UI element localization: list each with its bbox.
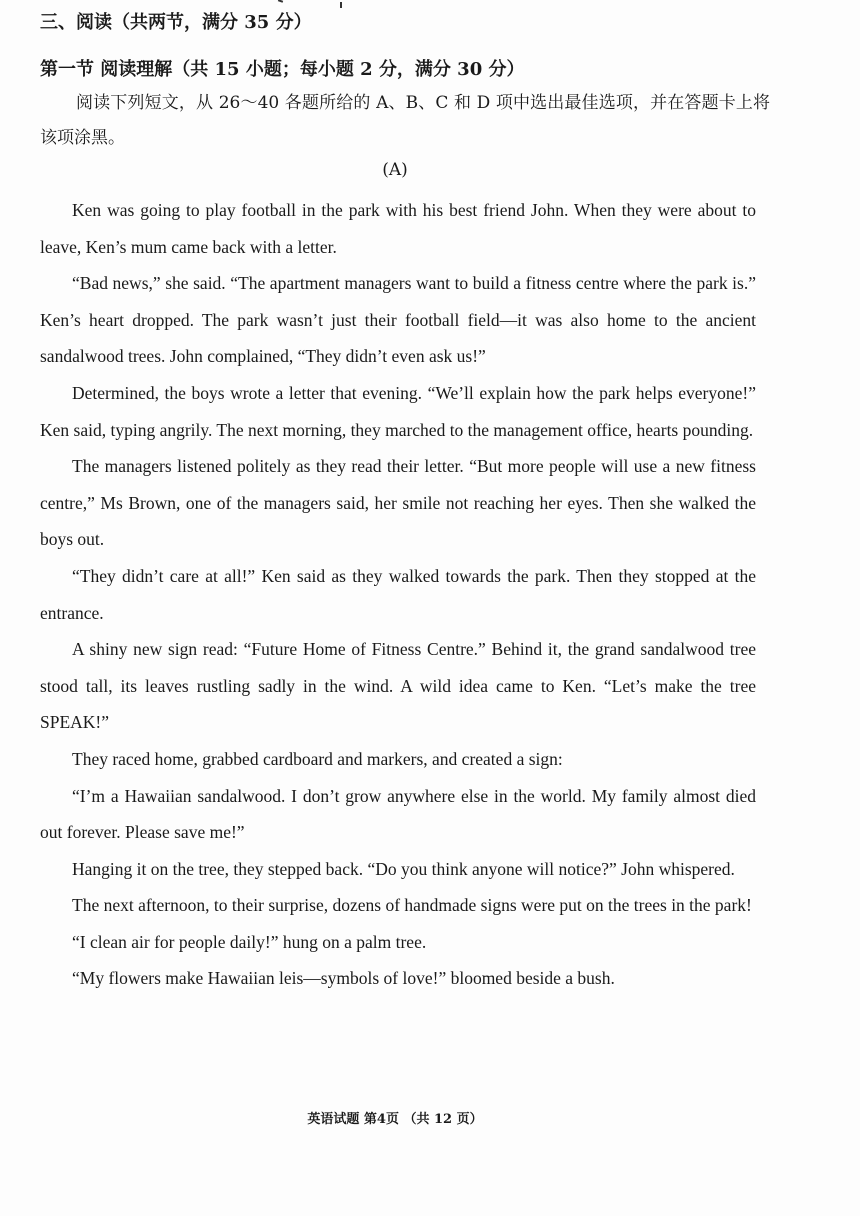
subsection-title: 第一节 阅读理解（共 15 小题；每小题 2 分，满分 30 分） bbox=[40, 59, 525, 80]
paragraph: A shiny new sign read: “Future Home of Fitness Centre.” Behind it, the grand sandalwood tree stood tall, its leaves rustling sadly in the wind. A wild idea came to Ken. “Let’s make the tree SPEAK!” bbox=[40, 639, 756, 733]
paragraph: Hanging it on the tree, they stepped back. “Do you think anyone will notice?” John whispered. bbox=[72, 858, 735, 879]
paragraph: The next afternoon, to their surprise, dozens of handmade signs were put on the trees in the park! bbox=[72, 895, 752, 916]
paragraph: “I clean air for people daily!” hung on a palm tree. bbox=[72, 931, 427, 952]
paragraph: “My flowers make Hawaiian leis—symbols of love!” bloomed beside a bush. bbox=[72, 968, 615, 989]
paragraph: Ken was going to play football in the park with his best friend John. When they were about to leave, Ken’s mum came back with a letter. bbox=[40, 200, 756, 257]
paragraph: “I’m a Hawaiian sandalwood. I don’t grow anywhere else in the world. My family almost died out forever. Please save me!” bbox=[40, 785, 756, 843]
paragraph: Determined, the boys wrote a letter that evening. “We’ll explain how the park helps everyone!” Ken said, typing angrily. The next morning, they marched to the management office, hearts pounding. bbox=[40, 382, 756, 440]
passage-body bbox=[40, 192, 756, 997]
paragraph: The managers listened politely as they read their letter. “But more people will use a new fitness centre,” Ms Brown, one of the managers said, her smile not reaching her eyes. Then she walked the boys out. bbox=[40, 456, 756, 550]
instruction-text: 阅读下列短文，从 26～40 各题所给的 A、B、C 和 D 项中选出最佳选项，并在答题卡上将该项涂黑。 bbox=[40, 93, 770, 148]
paragraph: “They didn’t care at all!” Ken said as they walked towards the park. Then they stopped at the entrance. bbox=[40, 565, 756, 623]
paragraph: They raced home, grabbed cardboard and markers, and created a sign: bbox=[72, 748, 563, 769]
passage-label: (A) bbox=[382, 160, 408, 180]
paragraph: “Bad news,” she said. “The apartment managers want to build a fitness centre where the park is.” Ken’s heart dropped. The park wasn’t just their football field—it was also home to the ancient sandalwood trees. John complained, “They didn’t even ask us!” bbox=[40, 273, 756, 367]
scan-mark bbox=[340, 2, 342, 8]
scan-mark bbox=[278, 0, 283, 3]
page-footer: 英语试题 第4页 （共 12 页） bbox=[307, 1112, 483, 1127]
section-title: 三、阅读（共两节，满分 35 分） bbox=[40, 12, 312, 33]
